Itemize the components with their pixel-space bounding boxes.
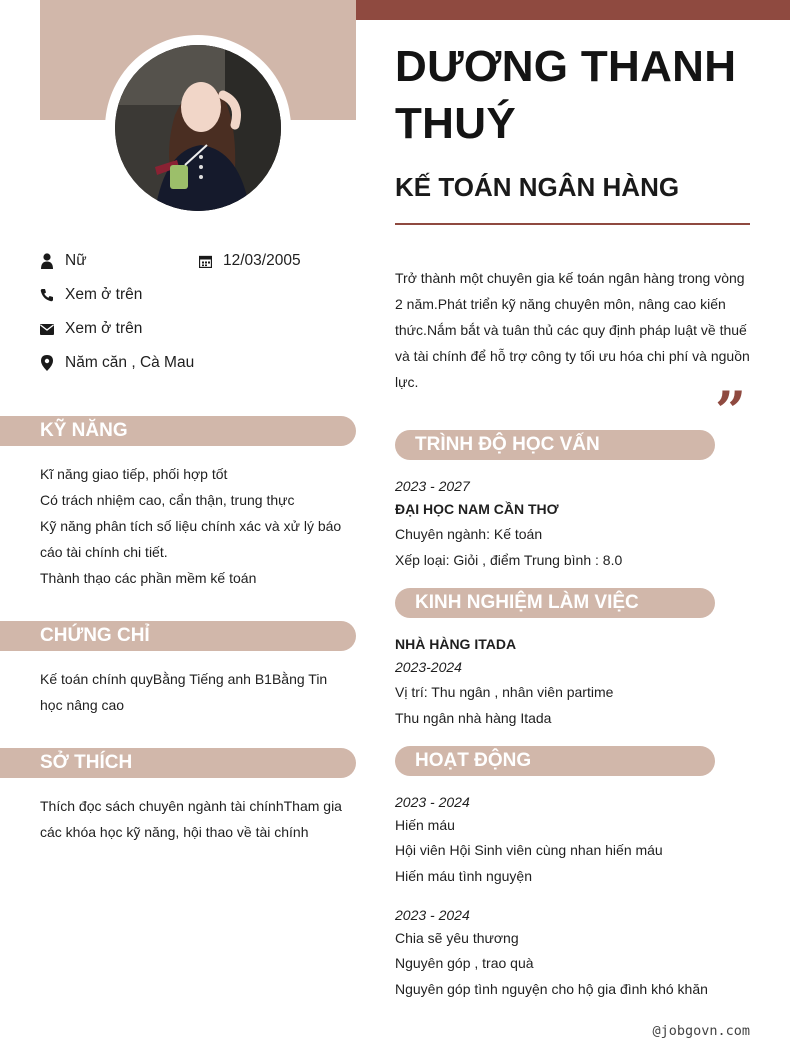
address-row bbox=[40, 354, 194, 372]
experience-description: Thu ngân nhà hàng Itada bbox=[395, 710, 552, 726]
phone-icon bbox=[40, 287, 54, 303]
experience-period: 2023-2024 bbox=[395, 659, 462, 675]
activity-title: Chia sẽ yêu thương bbox=[395, 930, 519, 946]
location-pin-icon bbox=[40, 355, 54, 371]
skill-item: Thành thạo các phần mềm kế toán bbox=[40, 570, 257, 586]
top-accent-bar bbox=[356, 0, 790, 20]
name-line-2: THUÝ bbox=[395, 99, 516, 148]
experience-heading: KINH NGHIỆM LÀM VIỆC bbox=[395, 588, 715, 618]
activity-entry bbox=[395, 904, 755, 1002]
gender-value: Nữ bbox=[65, 252, 87, 269]
experience-entry bbox=[395, 633, 755, 731]
certificates-heading: CHỨNG CHỈ bbox=[0, 621, 356, 651]
candidate-name bbox=[395, 38, 755, 152]
email-value: Xem ở trên bbox=[65, 320, 143, 337]
avatar bbox=[115, 45, 281, 211]
education-period: 2023 - 2027 bbox=[395, 478, 470, 494]
education-entry bbox=[395, 475, 755, 573]
person-icon bbox=[40, 253, 54, 269]
activity-line: Nguyên góp , trao quà bbox=[395, 955, 534, 971]
title-divider bbox=[395, 223, 750, 225]
skill-item: Kĩ năng giao tiếp, phối hợp tốt bbox=[40, 466, 228, 482]
birthday-row bbox=[198, 252, 301, 270]
activities-heading: HOẠT ĐỘNG bbox=[395, 746, 715, 776]
experience-position: Vị trí: Thu ngân , nhân viên partime bbox=[395, 684, 614, 700]
company-name: NHÀ HÀNG ITADA bbox=[395, 636, 517, 652]
hobbies-heading: SỞ THÍCH bbox=[0, 748, 356, 778]
skills-heading: KỸ NĂNG bbox=[0, 416, 356, 446]
education-major: Chuyên ngành: Kế toán bbox=[395, 526, 543, 542]
activity-entry bbox=[395, 791, 755, 889]
hobbies-text: Thích đọc sách chuyên ngành tài chínhTham gia các khóa học kỹ năng, hội thao về tài chính bbox=[40, 798, 342, 840]
watermark: @jobgovn.com bbox=[652, 1023, 750, 1039]
skill-item: Có trách nhiệm cao, cẩn thận, trung thực bbox=[40, 492, 295, 508]
activity-line: Hội viên Hội Sinh viên cùng nhan hiến máu bbox=[395, 842, 663, 858]
activity-title: Hiến máu bbox=[395, 817, 455, 833]
avatar-photo-icon bbox=[115, 45, 281, 211]
calendar-icon bbox=[198, 253, 212, 269]
education-heading: TRÌNH ĐỘ HỌC VẤN bbox=[395, 430, 715, 460]
email-row bbox=[40, 320, 142, 338]
quote-icon: ” bbox=[715, 379, 747, 443]
name-line-1: DƯƠNG THANH bbox=[395, 42, 737, 91]
activity-line: Nguyên góp tình nguyện cho hộ gia đình khó khăn bbox=[395, 981, 708, 997]
birthday-value: 12/03/2005 bbox=[223, 252, 301, 269]
gender-row bbox=[40, 252, 87, 270]
phone-value: Xem ở trên bbox=[65, 286, 143, 303]
skills-list bbox=[40, 461, 350, 591]
school-name: ĐẠI HỌC NAM CẦN THƠ bbox=[395, 501, 559, 517]
phone-row bbox=[40, 286, 142, 304]
activity-period: 2023 - 2024 bbox=[395, 907, 470, 923]
education-grade: Xếp loại: Giỏi , điểm Trung bình : 8.0 bbox=[395, 552, 623, 568]
activity-line: Hiến máu tình nguyện bbox=[395, 868, 532, 884]
career-objective: Trở thành một chuyên gia kế toán ngân hàng trong vòng 2 năm.Phát triển kỹ năng chuyên môn, nâng cao kiến thức.Nắm bắt và tuân thủ các quy định pháp luật về thuế và tài chính để hỗ trợ công ty tối ưu hóa chi phí và nguồn lực. bbox=[395, 270, 750, 390]
job-title: KẾ TOÁN NGÂN HÀNG bbox=[395, 172, 680, 202]
envelope-icon bbox=[40, 321, 54, 337]
activity-period: 2023 - 2024 bbox=[395, 794, 470, 810]
address-value: Năm căn , Cà Mau bbox=[65, 354, 195, 371]
certificates-text: Kế toán chính quyBằng Tiếng anh B1Bằng Tin học nâng cao bbox=[40, 671, 328, 713]
skill-item: Kỹ năng phân tích số liệu chính xác và xử lý báo cáo tài chính chi tiết. bbox=[40, 518, 342, 560]
